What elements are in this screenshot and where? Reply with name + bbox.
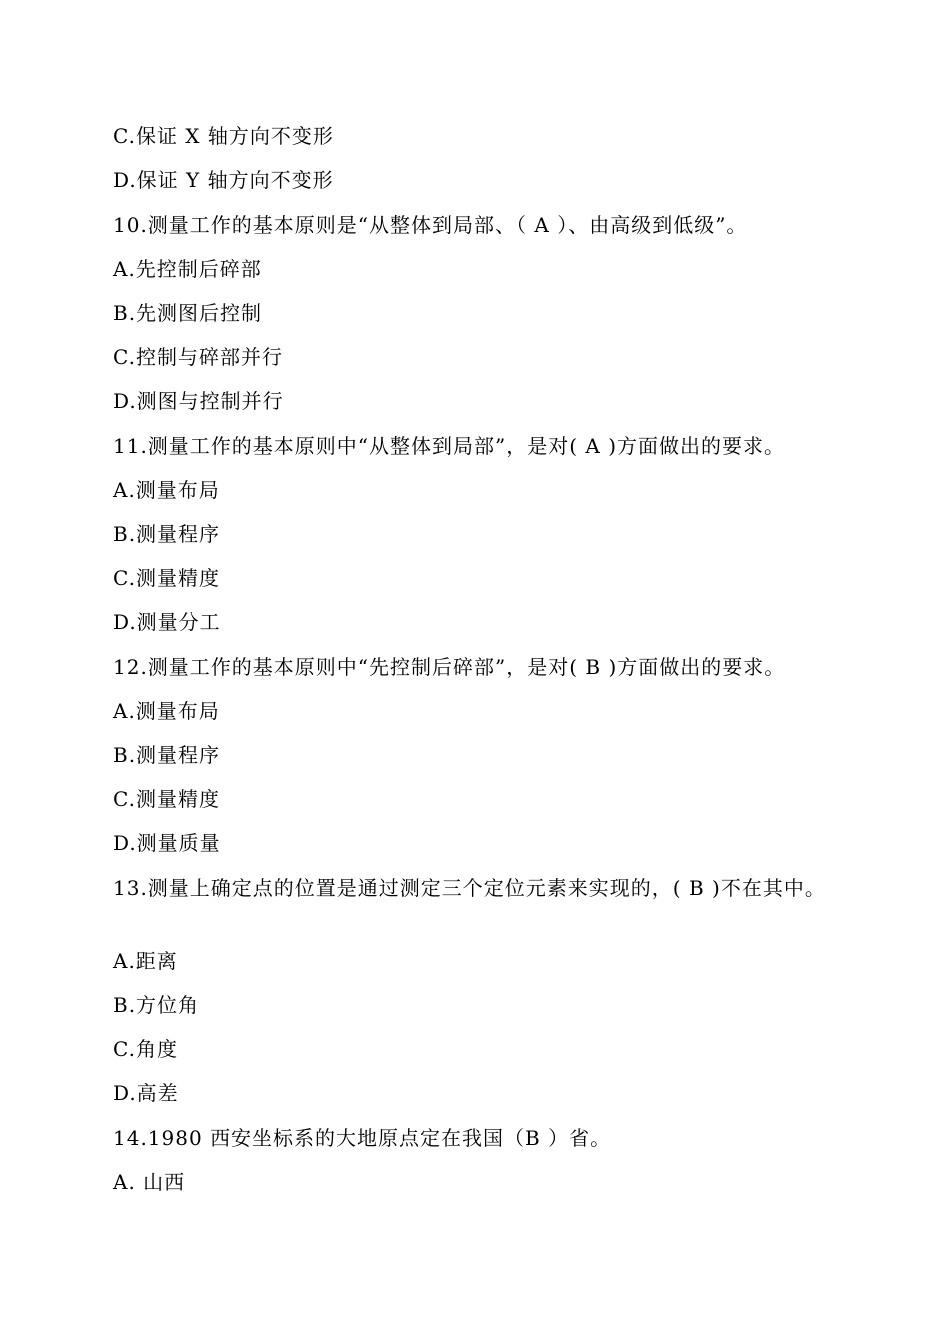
question-10: 10.测量工作的基本原则是“从整体到局部、（ A ）、由高级到低级”。: [113, 213, 748, 237]
q13-option-d: D.高差: [113, 1081, 179, 1105]
q12-option-a: A.测量布局: [113, 699, 220, 723]
q11-option-d: D.测量分工: [113, 610, 221, 634]
q12-option-d: D.测量质量: [113, 831, 221, 855]
q12-option-c: C.测量精度: [113, 787, 220, 811]
q10-option-a: A.先控制后碎部: [113, 257, 262, 281]
question-14: 14.1980 西安坐标系的大地原点定在我国（B ）省。: [113, 1126, 612, 1150]
q9-option-c: C.保证 X 轴方向不变形: [113, 124, 334, 148]
question-11: 11.测量工作的基本原则中“从整体到局部”，是对( A )方面做出的要求。: [113, 434, 786, 458]
q12-option-b: B.测量程序: [113, 743, 221, 767]
q10-option-c: C.控制与碎部并行: [113, 345, 283, 369]
q11-option-b: B.测量程序: [113, 522, 221, 546]
q14-option-a: A. 山西: [113, 1170, 186, 1194]
question-12: 12.测量工作的基本原则中“先控制后碎部”，是对( B )方面做出的要求。: [113, 655, 786, 679]
q13-option-a: A.距离: [113, 949, 178, 973]
q11-option-c: C.测量精度: [113, 566, 220, 590]
q13-option-b: B.方位角: [113, 993, 200, 1017]
q13-option-c: C.角度: [113, 1037, 178, 1061]
q10-option-d: D.测图与控制并行: [113, 389, 284, 413]
question-13: 13.测量上确定点的位置是通过测定三个定位元素来实现的，( B )不在其中。: [113, 876, 826, 900]
q11-option-a: A.测量布局: [113, 478, 220, 502]
q9-option-d: D.保证 Y 轴方向不变形: [113, 168, 334, 192]
q10-option-b: B.先测图后控制: [113, 301, 263, 325]
